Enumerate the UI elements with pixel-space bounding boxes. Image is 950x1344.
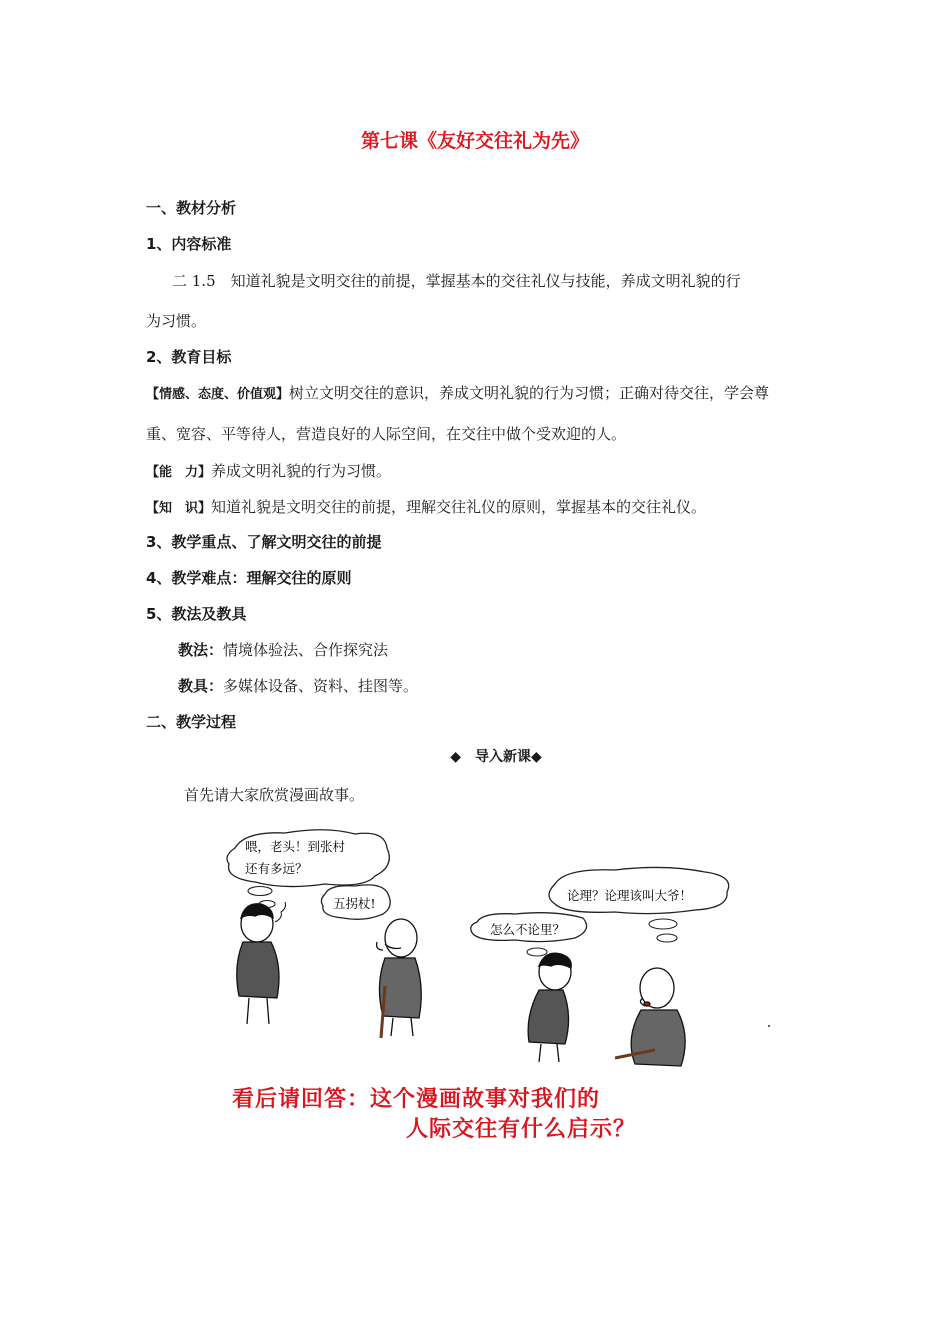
method-text: 情境体验法、合作探究法 [223,641,389,659]
tool-line [178,675,418,696]
page-title: 第七课《友好交往礼为先》 [360,130,589,152]
method-label: 教法： [178,641,224,659]
subheading-methods: 5、教法及教具 [146,605,247,623]
goal-emotion-tag: 【情感、态度、价值观】 [146,387,290,402]
intro-text: 首先请大家欣赏漫画故事。 [184,786,365,804]
stray-dot [768,1025,770,1027]
bubble1-line2: 还有多远？ [245,861,308,876]
content-standard-line2: 为习惯。 [146,312,207,330]
comic-illustration [215,826,775,1071]
figure-old-man-1 [377,919,422,1038]
goal-ability-text: 养成文明礼貌的行为习惯。 [211,462,392,480]
question-line2: 人际交往有什么启示？ [406,1117,637,1142]
goal-emotion-text: 树立文明交往的意识，养成文明礼貌的行为习惯；正确对待交往，学会尊 [289,384,770,402]
content-standard-line1: 二 1.5 知道礼貌是文明交往的前提，掌握基本的交往礼仪与技能，养成文明礼貌的行 [172,272,741,290]
goal-ability-tag: 【能 力】 [146,465,212,480]
figure-young-man-1 [237,902,286,1024]
bubble2-text: 五拐杖! [333,896,376,911]
method-line [178,639,388,660]
key-point: 3、教学重点、了解文明交往的前提 [146,533,382,551]
bubble4-text: 怎么不论里？ [490,922,566,937]
bubble3-text: 论理？论理该叫大爷！ [567,888,693,903]
figure-old-man-2 [615,968,685,1066]
goal-emotion-line2: 重、宽容、平等待人，营造良好的人际空间，在交往中做个受欢迎的人。 [146,425,627,443]
tool-text: 多媒体设备、资料、挂图等。 [223,677,419,695]
section-heading-analysis: 一、教材分析 [146,199,237,217]
bubble1-line1: 喂，老头！到张村 [245,839,346,854]
speech-bubble-2 [321,885,390,919]
figure-young-man-2 [528,953,571,1062]
tool-label: 教具： [178,677,224,695]
intro-heading: ◆ 导入新课◆ [450,749,542,765]
speech-bubble-4 [471,913,587,956]
question-line1: 看后请回答：这个漫画故事对我们的 [232,1087,601,1112]
goal-knowledge-text: 知道礼貌是文明交往的前提，理解交往礼仪的原则，掌握基本的交往礼仪。 [211,498,707,516]
section-heading-process: 二、教学过程 [146,713,237,731]
goal-knowledge [146,496,706,517]
difficulty-point: 4、教学难点：理解交往的原则 [146,569,352,587]
goal-knowledge-tag: 【知 识】 [146,501,212,516]
goal-ability [146,460,391,481]
goal-emotion-line1 [146,382,769,403]
subheading-content-standard: 1、内容标准 [146,235,232,253]
subheading-goals: 2、教育目标 [146,348,232,366]
